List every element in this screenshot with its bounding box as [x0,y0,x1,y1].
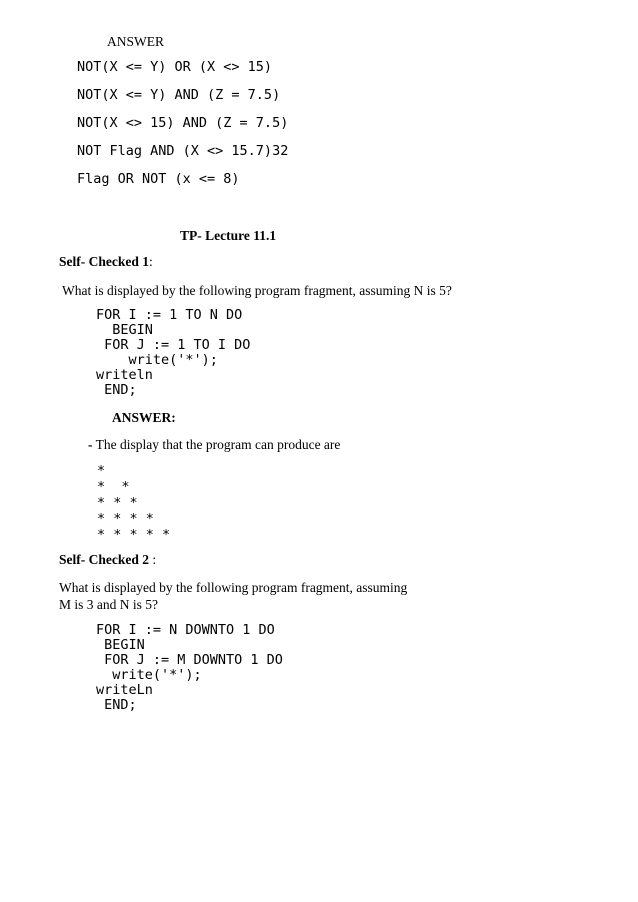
expression-line: NOT(X <= Y) AND (Z = 7.5) [77,87,281,103]
expression-line: NOT(X <= Y) OR (X <> 15) [77,59,273,75]
code-line: BEGIN [96,637,145,653]
answer-text: The display that the program can produce are [95,437,341,452]
section-2-question-line-2: M is 3 and N is 5? [59,597,158,612]
code-line: END; [96,697,137,713]
code-line: writeLn [96,682,153,698]
code-line: writeln [96,367,153,383]
section-2-heading [59,553,156,567]
expression-line: NOT Flag AND (X <> 15.7)32 [77,143,289,159]
section-2-heading-suffix: : [149,552,157,567]
code-line: write('*'); [96,667,202,683]
section-2-heading-text: Self- Checked 2 [59,552,149,567]
output-line: * * * [97,495,138,511]
code-line: BEGIN [96,322,153,338]
lecture-title: TP- Lecture 11.1 [180,228,277,243]
answer-heading: ANSWER [107,34,164,49]
output-line: * [97,463,106,479]
section-1-answer-text [88,438,340,452]
expression-line: NOT(X <> 15) AND (Z = 7.5) [77,115,289,131]
code-line: FOR J := 1 TO I DO [96,337,251,353]
section-1-heading-suffix: : [149,254,153,269]
output-line: * * * * * [97,527,171,543]
expression-line: Flag OR NOT (x <= 8) [77,171,240,187]
output-line: * * * * [97,511,154,527]
section-1-heading [59,255,153,269]
code-line: END; [96,382,137,398]
code-line: FOR J := M DOWNTO 1 DO [96,652,283,668]
section-2-question-line-1: What is displayed by the following program fragment, assuming [59,580,408,595]
output-line: * * [97,479,130,495]
code-line: write('*'); [96,352,218,368]
section-1-question: What is displayed by the following program fragment, assuming N is 5? [62,283,452,298]
section-1-answer-heading: ANSWER: [112,410,176,425]
code-line: FOR I := 1 TO N DO [96,307,243,323]
section-1-heading-text: Self- Checked 1 [59,254,149,269]
code-line: FOR I := N DOWNTO 1 DO [96,622,275,638]
answer-dash: - [88,437,93,452]
